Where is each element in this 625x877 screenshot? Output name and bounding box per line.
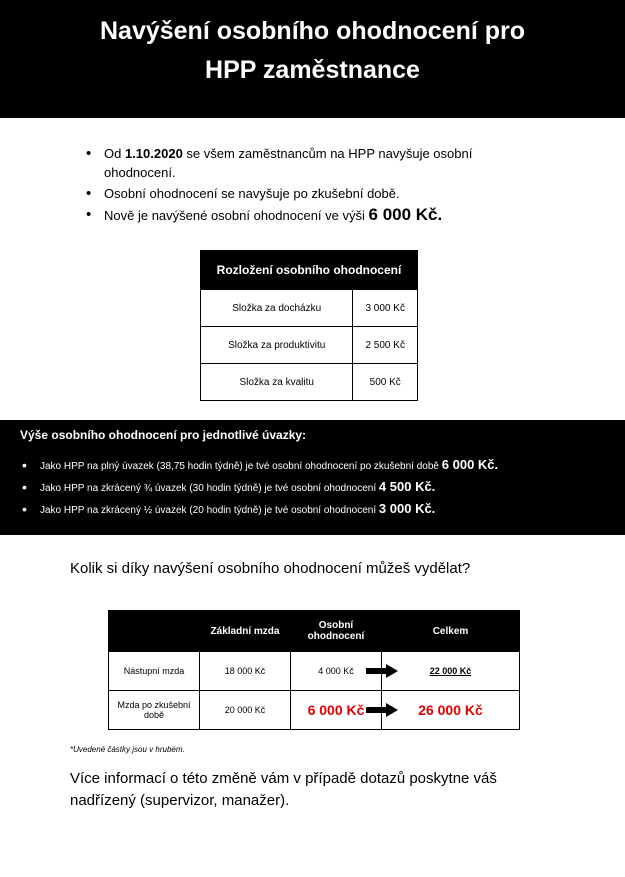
salary-row-label: Nástupní mzda	[109, 652, 200, 691]
bullet-effective-date: • Od 1.10.2020 se všem zaměstnancům na HPP navyšuje osobní ohodnocení.	[86, 144, 516, 182]
salary-table	[108, 610, 520, 730]
table-row	[109, 691, 520, 730]
more-info-text: Více informací o této změně vám v případě dotazů poskytne váš nadřízený (supervizor, manažer).	[70, 770, 497, 809]
salary-total: 26 000 Kč	[382, 691, 520, 730]
arrow-right-icon	[366, 703, 398, 717]
breakdown-value: 2 500 Kč	[353, 327, 418, 364]
workload-value: 4 500 Kč.	[378, 479, 436, 494]
workload-title: Výše osobního ohodnocení pro jednotlivé úvazky:	[20, 428, 307, 442]
workload-list	[22, 454, 498, 520]
breakdown-label: Složka za docházku	[201, 290, 353, 327]
workload-band	[0, 420, 625, 535]
bullet-probation: • Osobní ohodnocení se navyšuje po zkušební době.	[86, 184, 516, 203]
arrow-right-icon	[366, 664, 398, 678]
page-header	[0, 0, 625, 118]
list-item: • Jako HPP na plný úvazek (38,75 hodin týdně) je tvé osobní ohodnocení po zkušební době 6 000 Kč.	[22, 454, 498, 476]
header-title-line1: Navýšení osobního ohodnocení pro	[99, 17, 526, 45]
breakdown-label: Složka za kvalitu	[201, 364, 353, 401]
breakdown-table	[200, 250, 418, 401]
salary-base: 20 000 Kč	[200, 691, 291, 730]
table-row	[201, 327, 418, 364]
workload-value: 3 000 Kč.	[378, 501, 436, 516]
table-row	[109, 652, 520, 691]
salary-bonus: 4 000 Kč	[291, 652, 382, 691]
table-row	[201, 290, 418, 327]
list-item: • Jako HPP na zkrácený ½ úvazek (20 hodin týdně) je tvé osobní ohodnocení 3 000 Kč.	[22, 498, 498, 520]
earnings-question: Kolik si díky navýšení osobního ohodnocení můžeš vydělat?	[70, 560, 471, 577]
gross-note: *Uvedené částky jsou v hrubém.	[70, 745, 185, 754]
breakdown-label: Složka za produktivitu	[201, 327, 353, 364]
salary-header-bonus: Osobní ohodnocení	[291, 611, 382, 652]
breakdown-value: 3 000 Kč	[353, 290, 418, 327]
breakdown-value: 500 Kč	[353, 364, 418, 401]
header-title-line2: HPP zaměstnance	[205, 56, 420, 84]
workload-value: 6 000 Kč.	[441, 457, 499, 472]
salary-total: 22 000 Kč	[382, 652, 520, 691]
effective-date: 1.10.2020	[124, 146, 183, 161]
salary-header-empty	[109, 611, 200, 652]
bullet-new-amount: • Nově je navýšené osobní ohodnocení ve výši 6 000 Kč.	[86, 205, 516, 225]
salary-header-base: Základní mzda	[200, 611, 291, 652]
salary-base: 18 000 Kč	[200, 652, 291, 691]
table-row	[201, 364, 418, 401]
salary-header-total: Celkem	[382, 611, 520, 652]
salary-row-label: Mzda po zkušební době	[109, 691, 200, 730]
salary-bonus: 6 000 Kč	[291, 691, 382, 730]
list-item: • Jako HPP na zkrácený ¾ úvazek (30 hodin týdně) je tvé osobní ohodnocení 4 500 Kč.	[22, 476, 498, 498]
intro-bullets	[86, 144, 516, 227]
new-amount: 6 000 Kč.	[368, 205, 443, 224]
breakdown-title: Rozložení osobního ohodnocení	[201, 251, 418, 290]
